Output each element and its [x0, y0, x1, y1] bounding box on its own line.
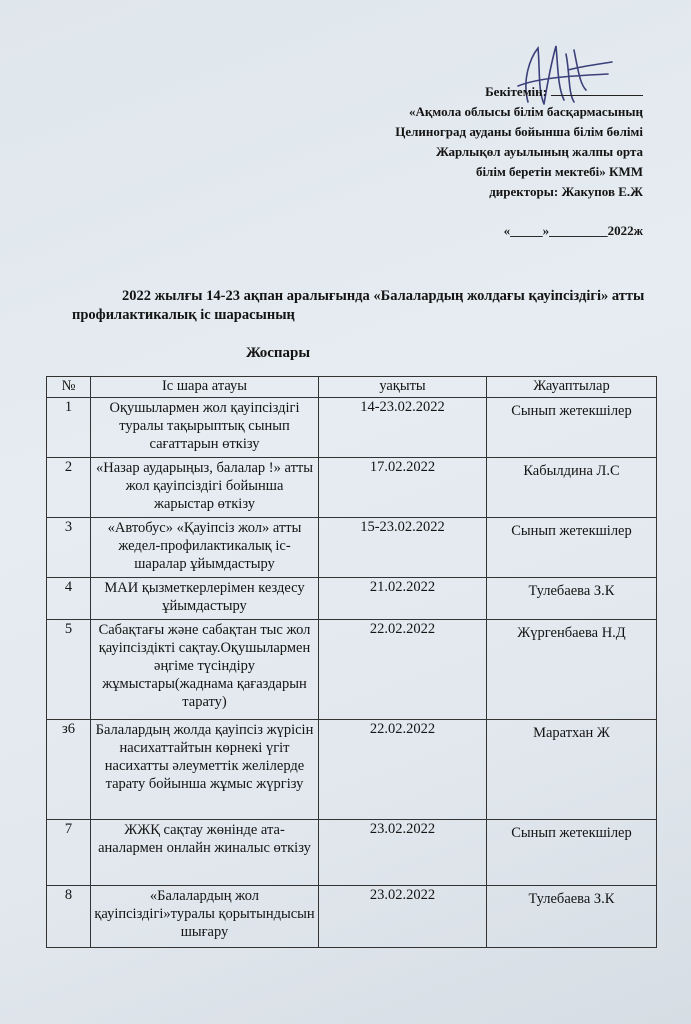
header-event: Іс шара атауы	[91, 377, 319, 398]
table-row	[47, 720, 657, 820]
plan-table	[46, 376, 657, 948]
row-time: 22.02.2022	[319, 620, 487, 720]
row-responsible: Жүргенбаева Н.Д	[487, 620, 657, 720]
row-responsible: Кабылдина Л.С	[487, 458, 657, 518]
header-responsible: Жауаптылар	[487, 377, 657, 398]
row-number: 8	[47, 886, 91, 948]
row-event: Балалардың жолда қауіпсіз жүрісін насихаттайтын көрнекі үгіт насихатты әлеуметтік желілерде тарату бойынша жұмыс жүргізу	[91, 720, 319, 820]
row-responsible: Тулебаева З.К	[487, 578, 657, 620]
row-event: Оқушылармен жол қауіпсіздігі туралы тақырыптық сынып сағаттарын өткізу	[91, 398, 319, 458]
row-event: МАИ қызметкерлерімен кездесу ұйымдастыру	[91, 578, 319, 620]
approval-date: «_____»_________2022ж	[503, 223, 643, 238]
table-row	[47, 620, 657, 720]
row-event: «Балалардың жол қауіпсіздігі»туралы қорытындысын шығару	[91, 886, 319, 948]
row-responsible: Сынып жетекшілер	[487, 820, 657, 886]
row-number: 7	[47, 820, 91, 886]
table-header-row	[47, 377, 657, 398]
table-row	[47, 578, 657, 620]
approval-block	[313, 82, 643, 241]
row-number: 3	[47, 518, 91, 578]
row-responsible: Маратхан Ж	[487, 720, 657, 820]
table-row	[47, 518, 657, 578]
table-row	[47, 398, 657, 458]
header-time: уақыты	[319, 377, 487, 398]
row-event: Сабақтағы және сабақтан тыс жол қауіпсіздікті сақтау.Оқушылармен әңгіме түсіндіру жұмыстары(жаднама қағаздарын тарату)	[91, 620, 319, 720]
row-time: 15-23.02.2022	[319, 518, 487, 578]
approval-line: білім беретін мектебі» КММ	[475, 164, 643, 179]
row-time: 22.02.2022	[319, 720, 487, 820]
document-title: 2022 жылғы 14-23 ақпан аралығында «Балалардың жолдағы қауіпсіздігі» атты профилактикалық іс шарасының	[72, 288, 645, 323]
row-responsible: Сынып жетекшілер	[487, 398, 657, 458]
approval-label: Бекітемін:	[485, 84, 547, 99]
signature-line	[551, 95, 643, 96]
row-time: 21.02.2022	[319, 578, 487, 620]
row-number: 1	[47, 398, 91, 458]
row-responsible: Тулебаева З.К	[487, 886, 657, 948]
row-time: 14-23.02.2022	[319, 398, 487, 458]
table-row	[47, 820, 657, 886]
row-number: 4	[47, 578, 91, 620]
row-time: 23.02.2022	[319, 886, 487, 948]
row-number: з6	[47, 720, 91, 820]
row-event: ЖЖҚ сақтау жөнінде ата-аналармен онлайн жиналыс өткізу	[91, 820, 319, 886]
row-number: 2	[47, 458, 91, 518]
row-time: 23.02.2022	[319, 820, 487, 886]
row-event: «Назар аударыңыз, балалар !» атты жол қауіпсіздігі бойынша жарыстар өткізу	[91, 458, 319, 518]
header-number: №	[47, 377, 91, 398]
approval-line: «Ақмола облысы білім басқармасының	[409, 104, 643, 119]
row-event: «Автобус» «Қауіпсіз жол» атты жедел-профилактикалық іс-шаралар ұйымдастыру	[91, 518, 319, 578]
table-row	[47, 886, 657, 948]
approval-line: директоры: Жакупов Е.Ж	[489, 184, 643, 199]
row-time: 17.02.2022	[319, 458, 487, 518]
table-row	[47, 458, 657, 518]
approval-line: Целиноград ауданы бойынша білім бөлімі	[395, 124, 643, 139]
row-responsible: Сынып жетекшілер	[487, 518, 657, 578]
approval-line: Жарлықөл ауылының жалпы орта	[435, 144, 643, 159]
row-number: 5	[47, 620, 91, 720]
document-subtitle: Жоспары	[246, 345, 311, 361]
